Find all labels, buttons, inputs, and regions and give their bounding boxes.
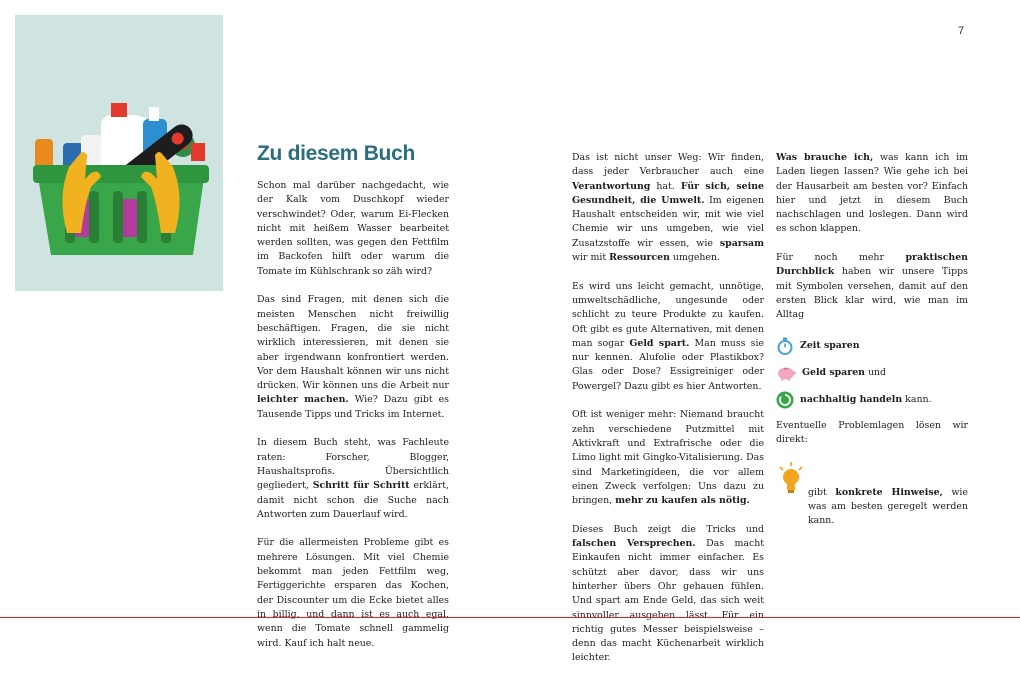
text-column-3 — [776, 151, 968, 529]
text-column-1 — [257, 179, 449, 665]
paragraph: Oft ist weniger mehr: Niemand braucht zehn verschiedene Putzmittel mit Aktivkraft und Extrafrische oder die Limo light mit Gingko-Vitalisierung. Das sind Marketingideen, die vor allem einen Zweck verfolgen: Uns dazu zu bringen, mehr zu kaufen als nötig. — [572, 409, 764, 507]
legend-time — [776, 337, 968, 355]
paragraph: Es wird uns leicht gemacht, unnötige, umweltschädliche, ungesunde oder schlicht zu teure Produkte zu kaufen. Oft gibt es gute Alternativen, mit denen man sogar Geld spart. Man muss sie nur kennen. Alufolie oder Plastikbox? Glas oder Dose? Essigreiniger oder Powergel? Dazu gibt es hier Antworten. — [572, 280, 764, 392]
stopwatch-icon — [776, 337, 794, 355]
paragraph: Für noch mehr praktischen Durchblick haben wir unsere Tipps mit Symbolen versehen, damit auf den ersten Blick klar wird, wie man im Alltag — [776, 252, 968, 321]
paragraph: Das sind Fragen, mit denen sich die meisten Menschen nicht freiwillig beschäftigen. Fragen, die sie nicht wirklich interessieren, mit denen sie aber irgendwann konfrontiert werden. Vor dem Haushalt können wir uns nicht drücken. Wir können uns die Arbeit nur leichter machen. Wie? Dazu gibt es Tausende Tipps und Tricks im Internet. — [257, 294, 449, 420]
paragraph: gibt konkrete Hinweise, wie was am besten geregelt werden kann. — [808, 486, 968, 527]
text-column-2 — [572, 151, 764, 680]
paragraph: Schon mal darüber nachgedacht, wie der Kalk vom Duschkopf wieder verschwindet? Oder, warum Ei-Flecken nicht mit heißem Wasser bearbeitet werden sollten, was gegen den Fettfilm im Backofen hilft oder warum die Tomate im Kühlschrank so zäh wird? — [257, 180, 449, 277]
legend-label: Geld sparen — [802, 366, 865, 378]
paragraph: Was brauche ich, was kann ich im Laden liegen lassen? Wie gehe ich bei der Hausarbeit am besten vor? Einfach hier und jetzt in diesem Buch nachschlagen und loslegen. Dann wird es schon klappen. — [776, 152, 968, 235]
paragraph: Dieses Buch zeigt die Tricks und falschen Versprechen. Das macht Einkaufen nicht immer einfacher. Es schützt aber davor, dass wir uns hinterher übers Ohr gehauen fühlen. Und spart am Ende Geld, das sich weit sinnvoller ausgeben lässt. Für ein richtig gutes Messer beispielsweise – denn das macht Küchenarbeit wirklich leichter. — [572, 523, 764, 664]
cleaning-basket-illustration — [15, 15, 223, 291]
paragraph: Für die allermeisten Probleme gibt es mehrere Lösungen. Mit viel Chemie bekommt man jeden Fettfilm weg, Fertiggerichte ersparen das Kochen, der Discounter um die Ecke bietet alles in billig, und dann ist es auch egal, wenn die Tomate schnell gammelig wird. Kauf ich halt neue. — [257, 537, 449, 649]
page-number: 7 — [958, 25, 965, 37]
legend-label: Zeit sparen — [800, 339, 860, 351]
lightbulb-icon — [778, 462, 804, 496]
paragraph: In diesem Buch steht, was Fachleute raten: Forscher, Blogger, Haushaltsprofis. Übersichtlich gegliedert, Schritt für Schritt erklärt, damit nicht schon die Suche nach Antworten zum Dauerlauf wird. — [257, 437, 449, 520]
paragraph: Eventuelle Problemlagen lösen wir direkt: — [776, 419, 968, 446]
legend-label: nachhaltig handeln — [800, 393, 903, 405]
recycle-icon — [776, 391, 794, 409]
legend-sustainability: nachhaltig handeln kann. — [776, 391, 968, 409]
hint-note — [776, 462, 968, 529]
basket-icon — [15, 15, 223, 291]
paragraph: Das ist nicht unser Weg: Wir finden, dass jeder Verbraucher auch eine Verantwortung hat. Für sich, seine Gesundheit, die Umwelt. Im eigenen Haushalt entscheiden wir, mit wie viel Chemie wir uns umgeben, wie viel Zusatzstoffe wir essen, wie sparsam wir mit Ressourcen umgehen. — [572, 152, 764, 264]
legend-money: Geld sparen und — [776, 365, 968, 381]
page-title: Zu diesem Buch — [257, 142, 415, 165]
footer-rule — [0, 617, 1020, 618]
piggy-bank-icon — [776, 365, 796, 381]
